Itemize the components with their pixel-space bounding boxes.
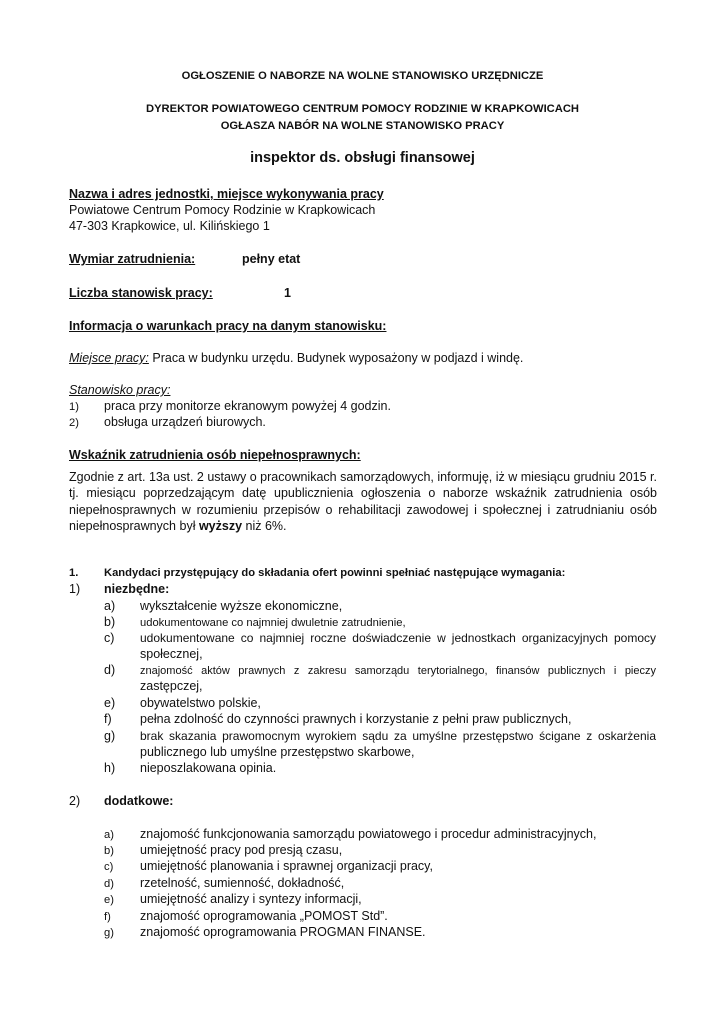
additional-item: znajomość oprogramowania „POMOST Std”. bbox=[140, 909, 388, 923]
required-item: brak skazania prawomocnym wyrokiem sądu za umyślne przestępstwo ścigane z oskarżenia bbox=[140, 729, 656, 743]
required-item: udokumentowane co najmniej roczne doświadczenie w jednostkach organizacyjnych pomocy bbox=[140, 631, 656, 645]
additional-label: dodatkowe: bbox=[104, 794, 174, 808]
post-item: obsługa urządzeń biurowych. bbox=[104, 415, 266, 429]
workplace-line bbox=[69, 350, 523, 366]
indicator-text-end: niż 6%. bbox=[242, 518, 287, 533]
additional-item: znajomość oprogramowania PROGMAN FINANSE. bbox=[140, 925, 426, 939]
indicator-highlight: wyższy bbox=[198, 518, 243, 533]
required-item: pełna zdolność do czynności prawnych i korzystanie z pełni praw publicznych, bbox=[140, 712, 572, 726]
indicator-paragraph bbox=[69, 469, 657, 534]
required-item: udokumentowane co najmniej dwuletnie zatrudnienie, bbox=[140, 617, 406, 629]
position-title: inspektor ds. obsługi finansowej bbox=[250, 150, 475, 166]
additional-item: rzetelność, sumienność, dokładność, bbox=[140, 876, 345, 890]
director-line: DYREKTOR POWIATOWEGO CENTRUM POMOCY RODZINIE W KRAPKOWICACH bbox=[146, 103, 579, 115]
post-item: praca przy monitorze ekranowym powyżej 4 godzin. bbox=[104, 399, 391, 413]
item-letter: e) bbox=[104, 894, 114, 906]
required-number: 1) bbox=[69, 582, 81, 596]
unit-address: 47-303 Krapkowice, ul. Kilińskiego 1 bbox=[69, 219, 270, 233]
indicator-text: Zgodnie z art. 13a ust. 2 ustawy o pracownikach samorządowych, informuję, iż w miesiącu grudniu 2015 r. tj. miesiącu poprzedzającym datę upublicznienia ogłoszenia o naborze wskaźnik zatrudnienia osób niepełnosprawnych w rozumieniu przepisów o rehabilitacji zawodowej i społecznej i zatrudnianiu osób niepełnosprawnych był bbox=[69, 470, 657, 533]
item-letter: f) bbox=[104, 911, 111, 923]
additional-item: umiejętność pracy pod presją czasu, bbox=[140, 843, 343, 857]
positions-value: 1 bbox=[284, 286, 291, 300]
item-letter: d) bbox=[104, 663, 116, 677]
required-item: znajomość aktów prawnych z zakresu samorządu terytorialnego, finansów publicznych i pieczy bbox=[140, 665, 656, 677]
item-letter: h) bbox=[104, 761, 116, 775]
indicator-heading: Wskaźnik zatrudnienia osób niepełnosprawnych: bbox=[69, 448, 361, 462]
item-letter: g) bbox=[104, 927, 114, 939]
additional-item: znajomość funkcjonowania samorządu powiatowego i procedur administracyjnych, bbox=[140, 827, 597, 841]
item-letter: c) bbox=[104, 861, 114, 873]
employment-value: pełny etat bbox=[242, 252, 301, 266]
required-item-continuation: publicznego lub umyślne przestępstwo skarbowe, bbox=[140, 745, 415, 759]
additional-number: 2) bbox=[69, 794, 81, 808]
required-item-continuation: zastępczej, bbox=[140, 679, 203, 693]
required-item: wykształcenie wyższe ekonomiczne, bbox=[140, 599, 343, 613]
post-item-number: 1) bbox=[69, 401, 79, 413]
required-item: nieposzlakowana opinia. bbox=[140, 761, 277, 775]
section-number: 1. bbox=[69, 567, 79, 579]
positions-label: Liczba stanowisk pracy: bbox=[69, 286, 213, 300]
workplace-label: Miejsce pracy: bbox=[69, 351, 149, 365]
additional-item: umiejętność planowania i sprawnej organizacji pracy, bbox=[140, 859, 433, 873]
required-item-continuation: społecznej, bbox=[140, 647, 203, 661]
item-letter: c) bbox=[104, 631, 115, 645]
item-letter: a) bbox=[104, 599, 116, 613]
item-letter: f) bbox=[104, 712, 112, 726]
required-item: obywatelstwo polskie, bbox=[140, 696, 261, 710]
item-letter: e) bbox=[104, 696, 116, 710]
conditions-heading: Informacja o warunkach pracy na danym stanowisku: bbox=[69, 319, 387, 333]
unit-name: Powiatowe Centrum Pomocy Rodzinie w Krapkowicach bbox=[69, 203, 376, 217]
item-letter: b) bbox=[104, 615, 116, 629]
item-letter: a) bbox=[104, 829, 114, 841]
unit-heading: Nazwa i adres jednostki, miejsce wykonywania pracy bbox=[69, 187, 384, 201]
post-label: Stanowisko pracy: bbox=[69, 383, 171, 397]
announcement-title: OGŁOSZENIE O NABORZE NA WOLNE STANOWISKO URZĘDNICZE bbox=[181, 70, 544, 82]
recruitment-line: OGŁASZA NABÓR NA WOLNE STANOWISKO PRACY bbox=[220, 120, 505, 132]
required-label: niezbędne: bbox=[104, 582, 170, 596]
workplace-text: Praca w budynku urzędu. Budynek wyposażony w podjazd i windę. bbox=[148, 351, 524, 365]
additional-item: umiejętność analizy i syntezy informacji, bbox=[140, 892, 362, 906]
post-item-number: 2) bbox=[69, 417, 79, 429]
item-letter: b) bbox=[104, 845, 114, 857]
requirements-heading: Kandydaci przystępujący do składania ofert powinni spełniać następujące wymagania: bbox=[104, 567, 566, 579]
item-letter: g) bbox=[104, 729, 116, 743]
item-letter: d) bbox=[104, 878, 114, 890]
employment-label: Wymiar zatrudnienia: bbox=[69, 252, 196, 266]
